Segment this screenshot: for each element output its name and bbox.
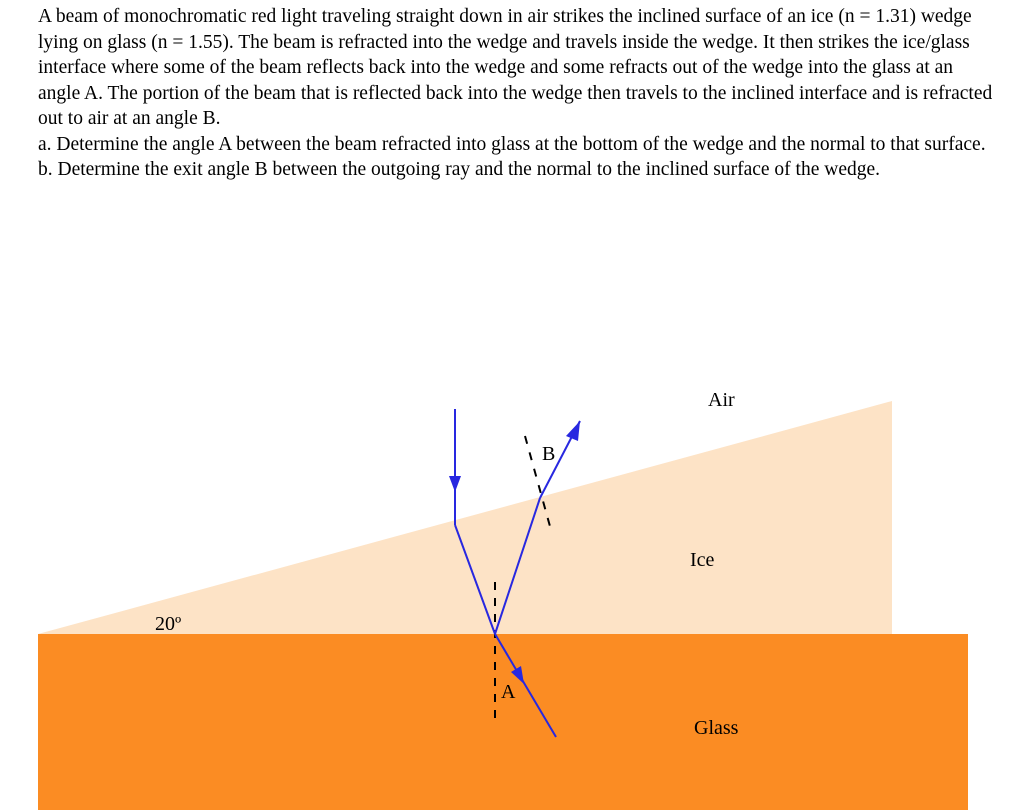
glass-label: Glass	[694, 717, 739, 739]
incident-arrow-icon	[449, 476, 461, 492]
ice-wedge	[38, 401, 892, 634]
air-label: Air	[708, 389, 735, 411]
exit-arrow-icon	[566, 421, 580, 441]
wedge-angle-label: 20º	[155, 613, 182, 635]
angle-b-label: B	[542, 443, 556, 465]
angle-a-label: A	[501, 681, 516, 703]
problem-part-a: a. Determine the angle A between the beam refracted into glass at the bottom of the wedge and the normal to that surface.	[38, 133, 986, 155]
glass-slab	[38, 634, 968, 810]
problem-part-b: b. Determine the exit angle B between the outgoing ray and the normal to the inclined surface of the wedge.	[38, 159, 881, 180]
problem-intro: A beam of monochromatic red light traveling straight down in air strikes the inclined surface of an ice (n = 1.31) wedge lying on glass (n = 1.55). The beam is refracted into the wedge and travels inside the wedge. It then strikes the ice/glass interface where some of the beam reflects back into the wedge and some refracts out of the wedge into the glass at an angle A. The portion of the beam that is reflected back into the wedge then travels to the inclined interface and is refracted out to air at an angle B.	[38, 6, 993, 129]
ice-label: Ice	[690, 549, 715, 571]
